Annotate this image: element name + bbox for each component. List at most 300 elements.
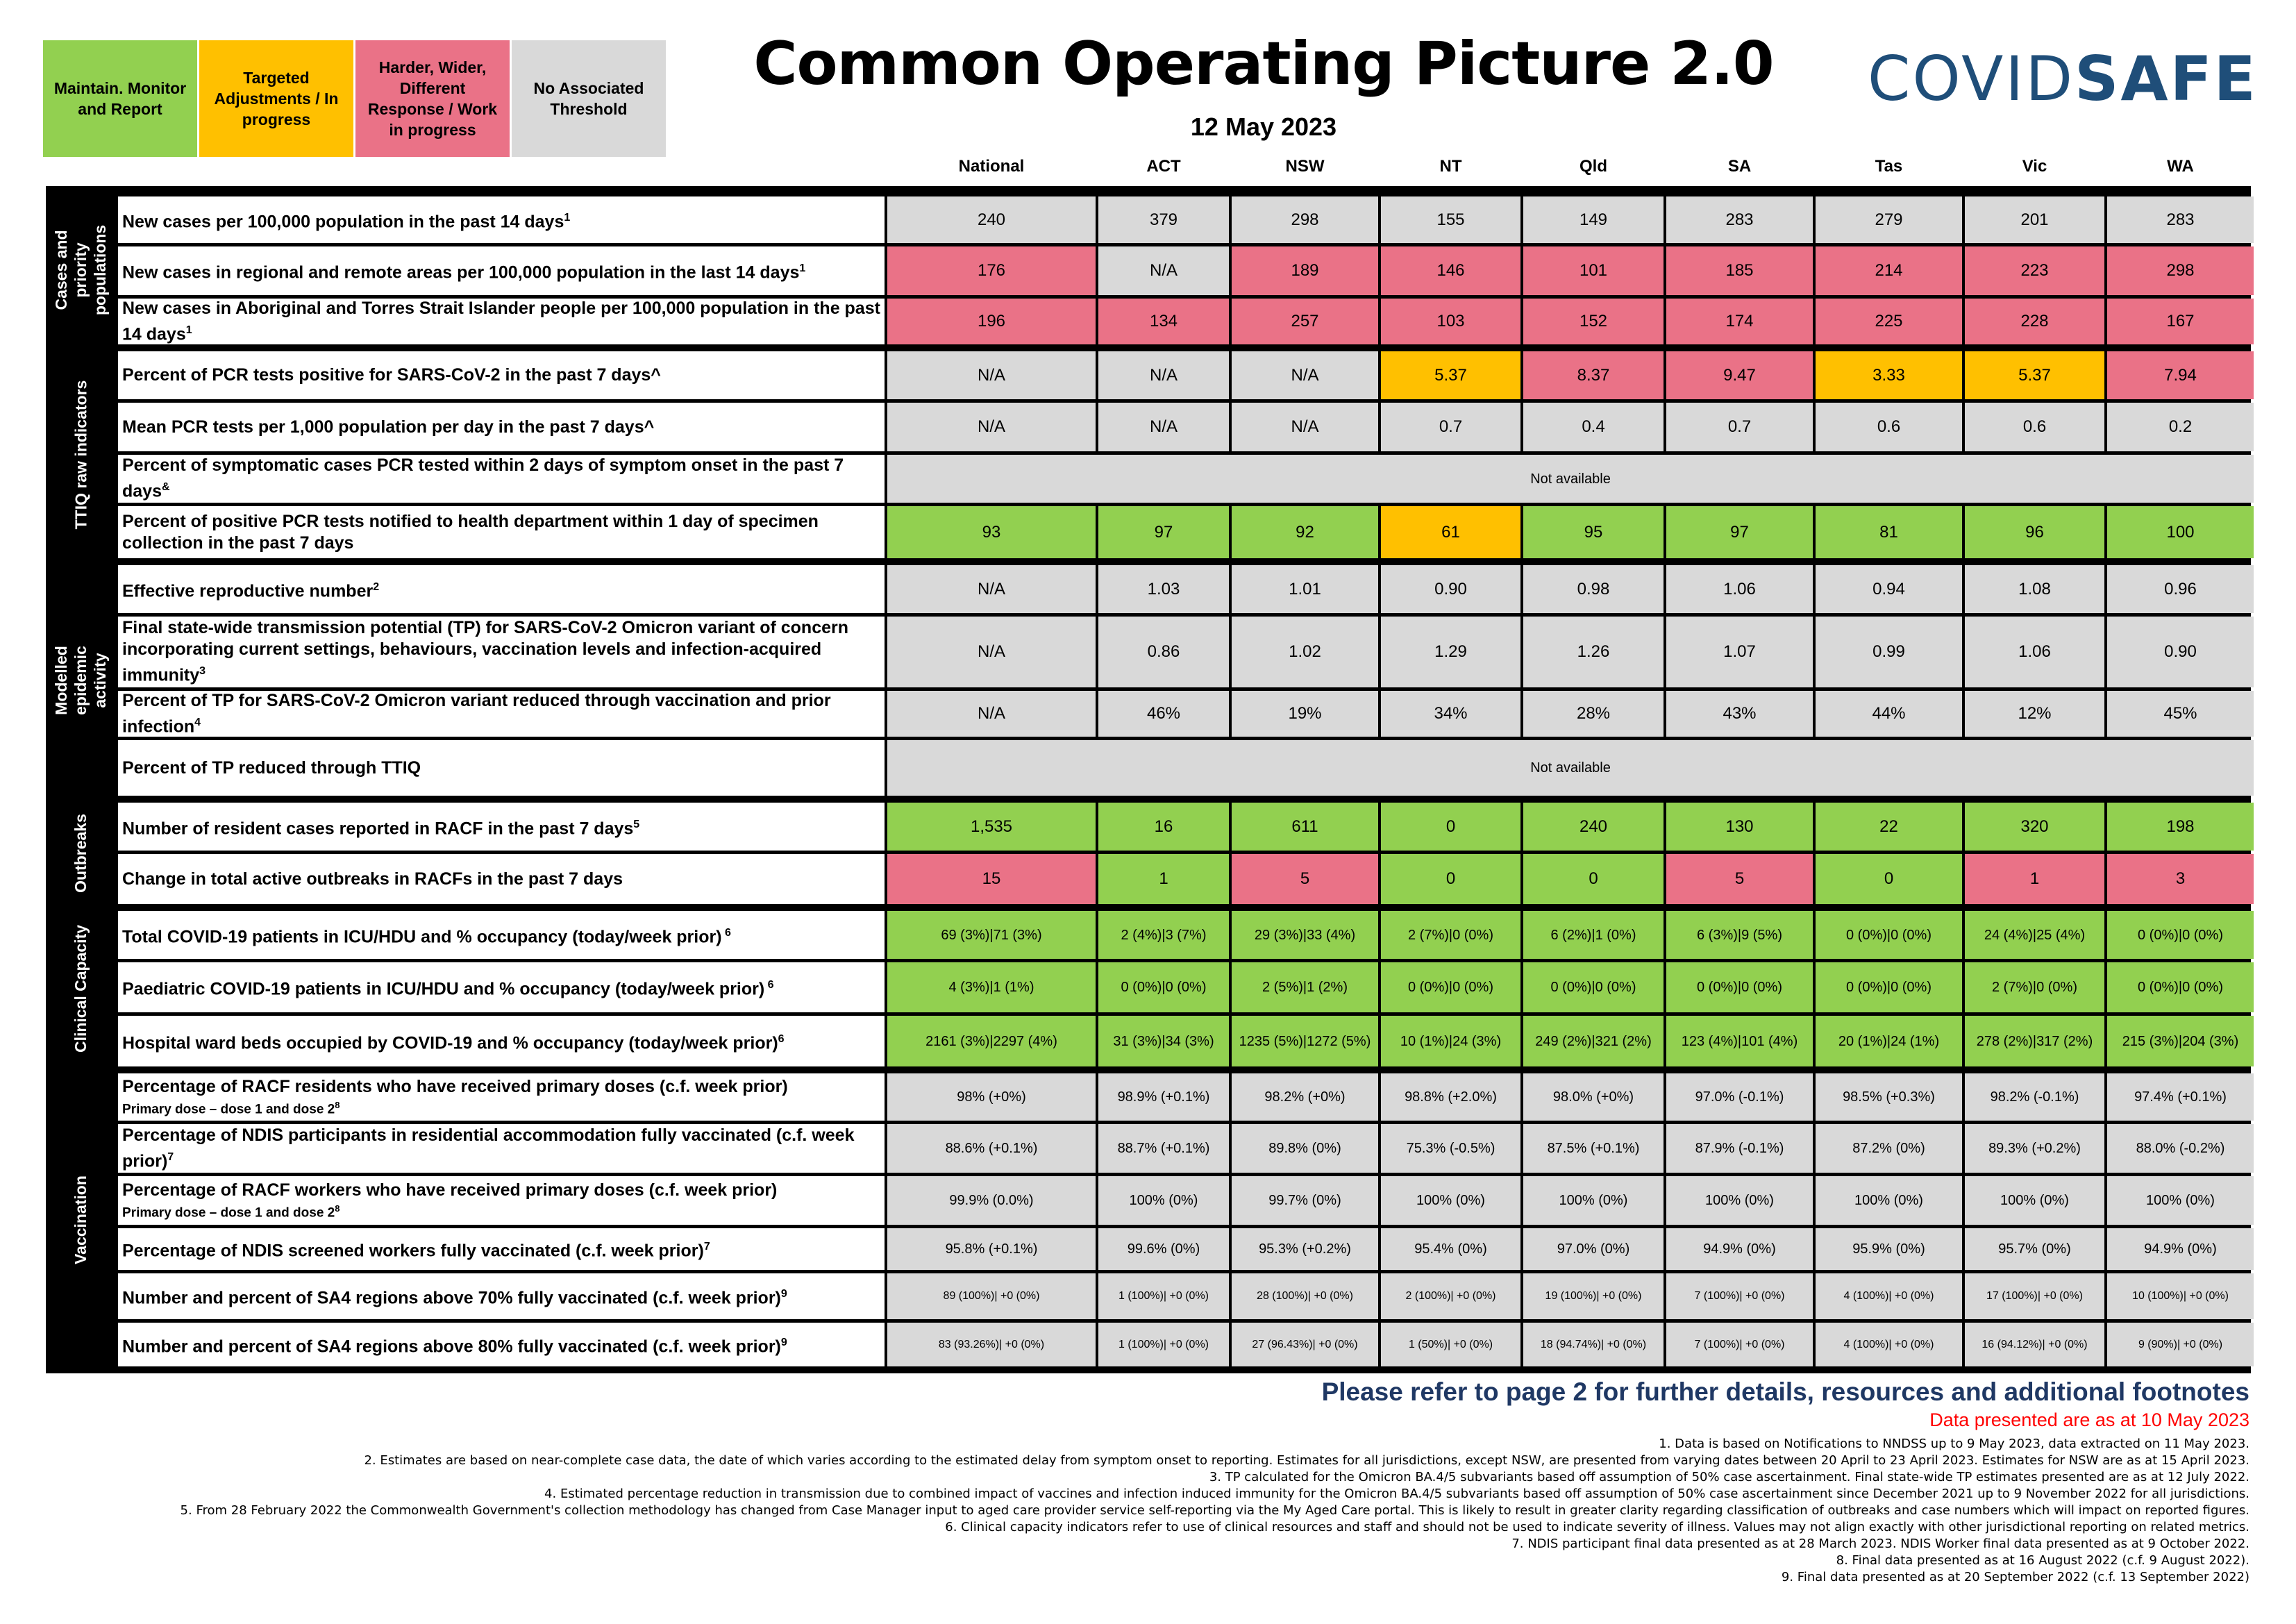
footnote-ref: 4 (194, 716, 201, 728)
cell-wa: 3 (2107, 854, 2254, 904)
cell-national: 1,535 (887, 803, 1096, 851)
cell-sa: 283 (1666, 196, 1813, 243)
row-label-15 (118, 962, 885, 1012)
cell-sa: 1.06 (1666, 565, 1813, 613)
cell-qld: 6 (2%)|1 (0%) (1523, 911, 1664, 959)
category-clinical: Clinical Capacity (72, 924, 90, 1053)
cell-wa: 0.2 (2107, 403, 2254, 451)
cell-national: 176 (887, 246, 1096, 295)
footnote-ref: 6 (778, 1032, 785, 1045)
cell-tas: 87.2% (0%) (1816, 1124, 1962, 1173)
cell-act: 100% (0%) (1098, 1176, 1229, 1225)
cell-nsw: 189 (1232, 246, 1378, 295)
cell-vic: 12% (1965, 691, 2104, 737)
cell-sa: 100% (0%) (1666, 1176, 1813, 1225)
cell-nsw: 98.2% (+0%) (1232, 1073, 1378, 1121)
row-label-text (122, 511, 880, 554)
cell-wa: 0.90 (2107, 617, 2254, 687)
cell-qld: 97.0% (0%) (1523, 1228, 1664, 1270)
cell-wa: 198 (2107, 803, 2254, 851)
cell-national: N/A (887, 403, 1096, 451)
col-header-sa: SA (1727, 157, 1752, 176)
cell-national: 196 (887, 299, 1096, 344)
cell-nsw: 5 (1232, 854, 1378, 904)
footnote-4: 4. Estimated percentage reduction in transmission due to combined impact of vaccines and infection induced immunity for the Omicron BA.4/5 subvariants based off assumption of 50% case ascertainment since December 2021 up to 9 November 2022 for all jurisdictions. (544, 1487, 2249, 1501)
row-sublabel-text: Primary dose – dose 1 and dose 2 (122, 1205, 335, 1221)
cell-vic: 2 (7%)|0 (0%) (1965, 962, 2104, 1012)
cell-sa: 43% (1666, 691, 1813, 737)
cell-sa: 7 (100%)| +0 (0%) (1666, 1323, 1813, 1366)
cell-nsw: 611 (1232, 803, 1378, 851)
row-label-main: Percentage of NDIS participants in residential accommodation fully vaccinated (c.f. week prior) (122, 1125, 855, 1171)
cell-nsw: N/A (1232, 403, 1378, 451)
cell-vic: 1 (1965, 854, 2104, 904)
footnote-3: 3. TP calculated for the Omicron BA.4/5 subvariants based off assumption of 50% case ascertainment. Final state-wide TP estimates presented are as at 12 July 2022. (1209, 1470, 2249, 1484)
cell-sa: 1.07 (1666, 617, 1813, 687)
logo-part-2: SAFE (2075, 43, 2258, 115)
cell-nt: 155 (1381, 196, 1520, 243)
cell-act: N/A (1098, 246, 1229, 295)
row-label-main: Number and percent of SA4 regions above 80% fully vaccinated (c.f. week prior) (122, 1337, 781, 1357)
cell-wa: 97.4% (+0.1%) (2107, 1073, 2254, 1121)
cell-sa: 87.9% (-0.1%) (1666, 1124, 1813, 1173)
cell-national: 88.6% (+0.1%) (887, 1124, 1096, 1173)
row-label-12 (118, 803, 885, 851)
row-label-19 (118, 1176, 885, 1225)
row-label-main: Total COVID-19 patients in ICU/HDU and % occupancy (today/week prior) (122, 927, 722, 947)
cell-nsw: 19% (1232, 691, 1378, 737)
cell-vic: 100% (0%) (1965, 1176, 2104, 1225)
data-as-at: Data presented are as at 10 May 2023 (1929, 1409, 2249, 1430)
cell-tas: 0.94 (1816, 565, 1962, 613)
row-sublabel (122, 1201, 880, 1221)
cell-vic: 89.3% (+0.2%) (1965, 1124, 2104, 1173)
cell-act: 2 (4%)|3 (7%) (1098, 911, 1229, 959)
cell-nsw: 1.02 (1232, 617, 1378, 687)
cell-sa: 6 (3%)|9 (5%) (1666, 911, 1813, 959)
cell-tas: 22 (1816, 803, 1962, 851)
row-label-main: Percent of TP for SARS-CoV-2 Omicron variant reduced through vaccination and prior infection (122, 691, 831, 737)
row-label-7 (118, 506, 885, 558)
col-header-national: National (958, 157, 1025, 176)
row-label-text (122, 455, 880, 502)
row-label-text (122, 1283, 880, 1309)
category-outbreaks: Outbreaks (72, 814, 90, 893)
cell-sa: 5 (1666, 854, 1813, 904)
cell-qld: 0 (1523, 854, 1664, 904)
row-label-main: Percent of PCR tests positive for SARS-CoV-2 in the past 7 days^ (122, 365, 661, 385)
cell-nsw: 95.3% (+0.2%) (1232, 1228, 1378, 1270)
row-label-18 (118, 1124, 885, 1173)
cell-vic: 201 (1965, 196, 2104, 243)
row-label-text (122, 1180, 880, 1201)
cell-tas: 225 (1816, 299, 1962, 344)
cell-tas: 0.6 (1816, 403, 1962, 451)
cell-nsw: 99.7% (0%) (1232, 1176, 1378, 1225)
cell-national: N/A (887, 617, 1096, 687)
cell-tas: 98.5% (+0.3%) (1816, 1073, 1962, 1121)
cell-qld: 28% (1523, 691, 1664, 737)
cell-act: 1.03 (1098, 565, 1229, 613)
row-label-text (122, 814, 880, 839)
cell-tas: 0 (1816, 854, 1962, 904)
footnote-ref: & (161, 481, 170, 494)
cell-vic: 24 (4%)|25 (4%) (1965, 911, 2104, 959)
cell-nt: 103 (1381, 299, 1520, 344)
cell-sa: 97.0% (-0.1%) (1666, 1073, 1813, 1121)
cell-tas: 0 (0%)|0 (0%) (1816, 962, 1962, 1012)
cell-act: 88.7% (+0.1%) (1098, 1124, 1229, 1173)
cell-tas: 0 (0%)|0 (0%) (1816, 911, 1962, 959)
cell-wa: 9 (90%)| +0 (0%) (2107, 1323, 2254, 1366)
col-header-nsw: NSW (1285, 157, 1325, 176)
cell-vic: 1.06 (1965, 617, 2104, 687)
report-date: 12 May 2023 (1190, 112, 1337, 141)
footnote-2: 2. Estimates are based on near-complete case data, the date of which varies according to the estimated delay from symptom onset to reporting. Estimates for all jurisdictions, except NSW, are presented from varying dates between 20 April to 23 April 2023. Estimates for NSW are as at 15 April 2023. (364, 1453, 2249, 1468)
cell-national: 15 (887, 854, 1096, 904)
row-label-2 (118, 246, 885, 295)
cell-wa: 7.94 (2107, 351, 2254, 399)
page-title: Common Operating Picture 2.0 (753, 29, 1774, 99)
cell-national: 98% (+0%) (887, 1073, 1096, 1121)
row-label-1 (118, 196, 885, 243)
cell-nt: 2 (100%)| +0 (0%) (1381, 1273, 1520, 1319)
cell-qld: 101 (1523, 246, 1664, 295)
footnote-ref: 7 (703, 1241, 710, 1253)
cell-nsw: 298 (1232, 196, 1378, 243)
footnote-8: 8. Final data presented as at 16 August 2022 (c.f. 9 August 2022). (1836, 1553, 2249, 1568)
cell-wa: 100% (0%) (2107, 1176, 2254, 1225)
row-label-8 (118, 565, 885, 613)
row-label-main: New cases per 100,000 population in the past 14 days (122, 212, 564, 232)
cell-act: N/A (1098, 351, 1229, 399)
row-label-21 (118, 1273, 885, 1319)
category-vaccination: Vaccination (72, 1175, 90, 1264)
cell-tas: 100% (0%) (1816, 1176, 1962, 1225)
cell-wa: 88.0% (-0.2%) (2107, 1124, 2254, 1173)
footnote-ref: 1 (564, 211, 571, 224)
cell-nt: 5.37 (1381, 351, 1520, 399)
legend-harder: Harder, Wider, Different Response / Work in progress (355, 40, 510, 157)
cell-tas: 214 (1816, 246, 1962, 295)
cell-wa: 167 (2107, 299, 2254, 344)
cell-nsw: 89.8% (0%) (1232, 1124, 1378, 1173)
row-label-20 (118, 1228, 885, 1270)
cell-nt: 0.90 (1381, 565, 1520, 613)
cell-qld: 87.5% (+0.1%) (1523, 1124, 1664, 1173)
footnote-ref: 3 (199, 665, 206, 678)
cell-nsw: N/A (1232, 351, 1378, 399)
row-label-main: Paediatric COVID-19 patients in ICU/HDU and % occupancy (today/week prior) (122, 979, 765, 999)
cell-tas: 3.33 (1816, 351, 1962, 399)
cell-vic: 16 (94.12%)| +0 (0%) (1965, 1323, 2104, 1366)
cell-sa: 130 (1666, 803, 1813, 851)
cell-tas: 4 (100%)| +0 (0%) (1816, 1323, 1962, 1366)
cell-vic: 5.37 (1965, 351, 2104, 399)
row-label-main: Final state-wide transmission potential (TP) for SARS-CoV-2 Omicron variant of concern incorporating current settings, behaviours, vaccination levels and infection-acquired immunity (122, 618, 848, 685)
cell-qld: 149 (1523, 196, 1664, 243)
row-label-main: New cases in regional and remote areas per 100,000 population in the last 14 days (122, 262, 800, 283)
cell-wa: 298 (2107, 246, 2254, 295)
cell-nt: 0 (1381, 803, 1520, 851)
row-label-16 (118, 1016, 885, 1066)
cell-nsw: 29 (3%)|33 (4%) (1232, 911, 1378, 959)
cell-national: 69 (3%)|71 (3%) (887, 911, 1096, 959)
cell-act: 16 (1098, 803, 1229, 851)
row-label-9 (118, 617, 885, 687)
row-label-3 (118, 299, 885, 344)
legend-targeted: Targeted Adjustments / In progress (199, 40, 353, 157)
cell-nsw: 92 (1232, 506, 1378, 558)
cell-wa: 0 (0%)|0 (0%) (2107, 962, 2254, 1012)
cell-wa: 283 (2107, 196, 2254, 243)
cell-not-available: Not available (887, 455, 2254, 503)
row-label-text (122, 617, 880, 686)
footnote-ref: 5 (633, 818, 640, 830)
cell-nt: 61 (1381, 506, 1520, 558)
cell-sa: 174 (1666, 299, 1813, 344)
cell-wa: 215 (3%)|204 (3%) (2107, 1016, 2254, 1066)
cell-act: 97 (1098, 506, 1229, 558)
footnote-6: 6. Clinical capacity indicators refer to use of clinical resources and staff and should not be used to indicate severity of illness. Values may not align exactly with other jurisdictional reporting on related metrics. (945, 1520, 2249, 1534)
cell-qld: 98.0% (+0%) (1523, 1073, 1664, 1121)
row-label-text (122, 1125, 880, 1172)
footnote-ref: 1 (799, 262, 806, 275)
row-label-main: Percent of symptomatic cases PCR tested within 2 days of symptom onset in the past 7 days (122, 455, 844, 501)
row-label-main: Change in total active outbreaks in RACFs in the past 7 days (122, 869, 623, 889)
cell-nt: 0.7 (1381, 403, 1520, 451)
footnote-ref: 8 (335, 1100, 340, 1111)
cell-act: 1 (100%)| +0 (0%) (1098, 1273, 1229, 1319)
row-label-22 (118, 1323, 885, 1366)
cell-qld: 100% (0%) (1523, 1176, 1664, 1225)
cell-wa: 45% (2107, 691, 2254, 737)
cell-sa: 94.9% (0%) (1666, 1228, 1813, 1270)
cell-wa: 10 (100%)| +0 (0%) (2107, 1273, 2254, 1319)
row-label-text (122, 691, 880, 737)
cell-nsw: 1.01 (1232, 565, 1378, 613)
cell-qld: 240 (1523, 803, 1664, 851)
cell-national: 99.9% (0.0%) (887, 1176, 1096, 1225)
row-label-text (122, 1332, 880, 1357)
cell-sa: 97 (1666, 506, 1813, 558)
cell-act: 99.6% (0%) (1098, 1228, 1229, 1270)
row-label-13 (118, 854, 885, 904)
cell-qld: 0 (0%)|0 (0%) (1523, 962, 1664, 1012)
cell-qld: 249 (2%)|321 (2%) (1523, 1016, 1664, 1066)
cell-national: 240 (887, 196, 1096, 243)
row-label-text (122, 1076, 880, 1098)
footnote-5: 5. From 28 February 2022 the Commonwealth Government's collection methodology has changed from Case Manager input to aged care provider service self-reporting via the My Aged Care portal. This is likely to result in greater clarity regarding classification of outbreaks and case numbers which will impact on reported figures. (180, 1503, 2249, 1518)
col-header-wa: WA (2167, 157, 2194, 176)
cell-wa: 0 (0%)|0 (0%) (2107, 911, 2254, 959)
row-label-text (122, 757, 880, 779)
cell-qld: 19 (100%)| +0 (0%) (1523, 1273, 1664, 1319)
cell-wa: 0.96 (2107, 565, 2254, 613)
cell-vic: 228 (1965, 299, 2104, 344)
cell-sa: 0.7 (1666, 403, 1813, 451)
cell-national: N/A (887, 351, 1096, 399)
cell-vic: 1.08 (1965, 565, 2104, 613)
footnote-ref: 6 (721, 926, 731, 939)
col-header-nt: NT (1439, 157, 1462, 176)
cell-national: 83 (93.26%)| +0 (0%) (887, 1323, 1096, 1366)
legend-no-threshold: No Associated Threshold (512, 40, 666, 157)
cell-nsw: 1235 (5%)|1272 (5%) (1232, 1016, 1378, 1066)
cell-act: 0 (0%)|0 (0%) (1098, 962, 1229, 1012)
footnote-7: 7. NDIS participant final data presented as at 28 March 2023. NDIS Worker final data presented as at 9 October 2022. (1511, 1537, 2249, 1551)
cell-vic: 17 (100%)| +0 (0%) (1965, 1273, 2104, 1319)
cell-sa: 123 (4%)|101 (4%) (1666, 1016, 1813, 1066)
cell-not-available: Not available (887, 740, 2254, 796)
row-label-17 (118, 1073, 885, 1121)
cell-nsw: 27 (96.43%)| +0 (0%) (1232, 1323, 1378, 1366)
cell-vic: 278 (2%)|317 (2%) (1965, 1016, 2104, 1066)
category-cases: Cases and priority populations (52, 224, 109, 316)
cell-act: 0.86 (1098, 617, 1229, 687)
row-label-text (122, 299, 880, 344)
row-label-text (122, 576, 880, 602)
covidsafe-logo (1868, 43, 2258, 115)
cell-act: 1 (100%)| +0 (0%) (1098, 1323, 1229, 1366)
cell-nsw: 2 (5%)|1 (2%) (1232, 962, 1378, 1012)
cell-act: 31 (3%)|34 (3%) (1098, 1016, 1229, 1066)
cell-national: 4 (3%)|1 (1%) (887, 962, 1096, 1012)
cell-nt: 95.4% (0%) (1381, 1228, 1520, 1270)
row-label-text (122, 258, 880, 283)
footnote-ref: 7 (167, 1150, 174, 1163)
cell-nt: 10 (1%)|24 (3%) (1381, 1016, 1520, 1066)
category-ttiq: TTIQ raw indicators (72, 380, 90, 530)
cell-nt: 100% (0%) (1381, 1176, 1520, 1225)
cell-wa: 100 (2107, 506, 2254, 558)
cell-sa: 9.47 (1666, 351, 1813, 399)
row-label-text (122, 1028, 880, 1054)
row-label-6 (118, 455, 885, 503)
cell-qld: 18 (94.74%)| +0 (0%) (1523, 1323, 1664, 1366)
footnote-ref: 2 (373, 580, 380, 593)
row-label-main: Number of resident cases reported in RACF in the past 7 days (122, 819, 634, 839)
cell-sa: 185 (1666, 246, 1813, 295)
cell-qld: 152 (1523, 299, 1664, 344)
legend-maintain: Maintain. Monitor and Report (43, 40, 197, 157)
row-sublabel (122, 1098, 880, 1117)
cell-act: 46% (1098, 691, 1229, 737)
cell-vic: 96 (1965, 506, 2104, 558)
cell-nt: 75.3% (-0.5%) (1381, 1124, 1520, 1173)
row-label-main: Percentage of NDIS screened workers fully vaccinated (c.f. week prior) (122, 1241, 704, 1261)
row-label-text (122, 365, 880, 386)
cell-national: 95.8% (+0.1%) (887, 1228, 1096, 1270)
row-label-text (122, 1236, 880, 1262)
cell-tas: 20 (1%)|24 (1%) (1816, 1016, 1962, 1066)
footnote-ref: 8 (335, 1203, 340, 1214)
cell-qld: 95 (1523, 506, 1664, 558)
cell-vic: 0.6 (1965, 403, 2104, 451)
cell-act: 98.9% (+0.1%) (1098, 1073, 1229, 1121)
cell-sa: 7 (100%)| +0 (0%) (1666, 1273, 1813, 1319)
cell-nt: 34% (1381, 691, 1520, 737)
row-label-14 (118, 911, 885, 959)
col-header-vic: Vic (2022, 157, 2047, 176)
cell-nt: 0 (1381, 854, 1520, 904)
row-sublabel-text: Primary dose – dose 1 and dose 2 (122, 1102, 335, 1117)
footnote-ref: 6 (764, 979, 774, 991)
cell-qld: 1.26 (1523, 617, 1664, 687)
row-label-main: Effective reproductive number (122, 581, 374, 601)
cell-vic: 223 (1965, 246, 2104, 295)
cell-tas: 95.9% (0%) (1816, 1228, 1962, 1270)
cell-tas: 44% (1816, 691, 1962, 737)
cell-qld: 8.37 (1523, 351, 1664, 399)
footnote-ref: 9 (780, 1336, 787, 1348)
cell-national: N/A (887, 565, 1096, 613)
row-label-11 (118, 740, 885, 796)
footnote-1: 1. Data is based on Notifications to NNDSS up to 9 May 2023, data extracted on 11 May 2023. (1659, 1437, 2249, 1451)
row-label-text (122, 922, 880, 948)
row-label-main: Percent of positive PCR tests notified to health department within 1 day of specimen collection in the past 7 days (122, 511, 819, 553)
cell-wa: 94.9% (0%) (2107, 1228, 2254, 1270)
cell-nt: 1 (50%)| +0 (0%) (1381, 1323, 1520, 1366)
cell-qld: 0.4 (1523, 403, 1664, 451)
row-label-main: Mean PCR tests per 1,000 population per day in the past 7 days^ (122, 417, 655, 437)
row-label-main: Percentage of RACF residents who have received primary doses (c.f. week prior) (122, 1077, 788, 1097)
cell-vic: 98.2% (-0.1%) (1965, 1073, 2104, 1121)
row-label-text (122, 974, 880, 1000)
cell-tas: 4 (100%)| +0 (0%) (1816, 1273, 1962, 1319)
cell-nsw: 257 (1232, 299, 1378, 344)
category-modelled: Modelled epidemic activity (52, 646, 109, 715)
row-label-main: New cases in Aboriginal and Torres Strait Islander people per 100,000 population in the past 14 days (122, 299, 880, 344)
cell-tas: 81 (1816, 506, 1962, 558)
row-label-main: Hospital ward beds occupied by COVID-19 and % occupancy (today/week prior) (122, 1033, 778, 1053)
cell-qld: 0.98 (1523, 565, 1664, 613)
cell-national: 2161 (3%)|2297 (4%) (887, 1016, 1096, 1066)
cell-sa: 0 (0%)|0 (0%) (1666, 962, 1813, 1012)
cell-nt: 146 (1381, 246, 1520, 295)
cell-act: N/A (1098, 403, 1229, 451)
cell-nt: 98.8% (+2.0%) (1381, 1073, 1520, 1121)
footnote-9: 9. Final data presented as at 20 September 2022 (c.f. 13 September 2022) (1781, 1570, 2249, 1584)
cell-act: 379 (1098, 196, 1229, 243)
col-header-tas: Tas (1875, 157, 1903, 176)
cell-tas: 279 (1816, 196, 1962, 243)
cell-vic: 95.7% (0%) (1965, 1228, 2104, 1270)
logo-part-1: COVID (1868, 43, 2075, 115)
row-label-main: Percentage of RACF workers who have received primary doses (c.f. week prior) (122, 1180, 778, 1200)
row-label-5 (118, 403, 885, 451)
row-label-main: Number and percent of SA4 regions above 70% fully vaccinated (c.f. week prior) (122, 1288, 781, 1308)
cell-national: N/A (887, 691, 1096, 737)
cell-vic: 320 (1965, 803, 2104, 851)
cell-national: 89 (100%)| +0 (0%) (887, 1273, 1096, 1319)
footnote-ref: 9 (780, 1288, 787, 1300)
row-label-text (122, 869, 880, 890)
cell-nt: 2 (7%)|0 (0%) (1381, 911, 1520, 959)
cell-nt: 0 (0%)|0 (0%) (1381, 962, 1520, 1012)
cell-act: 1 (1098, 854, 1229, 904)
row-label-10 (118, 691, 885, 737)
cell-national: 93 (887, 506, 1096, 558)
col-header-act: ACT (1146, 157, 1181, 176)
col-header-qld: Qld (1579, 157, 1607, 176)
cell-nt: 1.29 (1381, 617, 1520, 687)
cell-tas: 0.99 (1816, 617, 1962, 687)
row-label-text (122, 207, 880, 233)
cell-nsw: 28 (100%)| +0 (0%) (1232, 1273, 1378, 1319)
row-label-text (122, 417, 880, 438)
row-label-main: Percent of TP reduced through TTIQ (122, 757, 421, 778)
